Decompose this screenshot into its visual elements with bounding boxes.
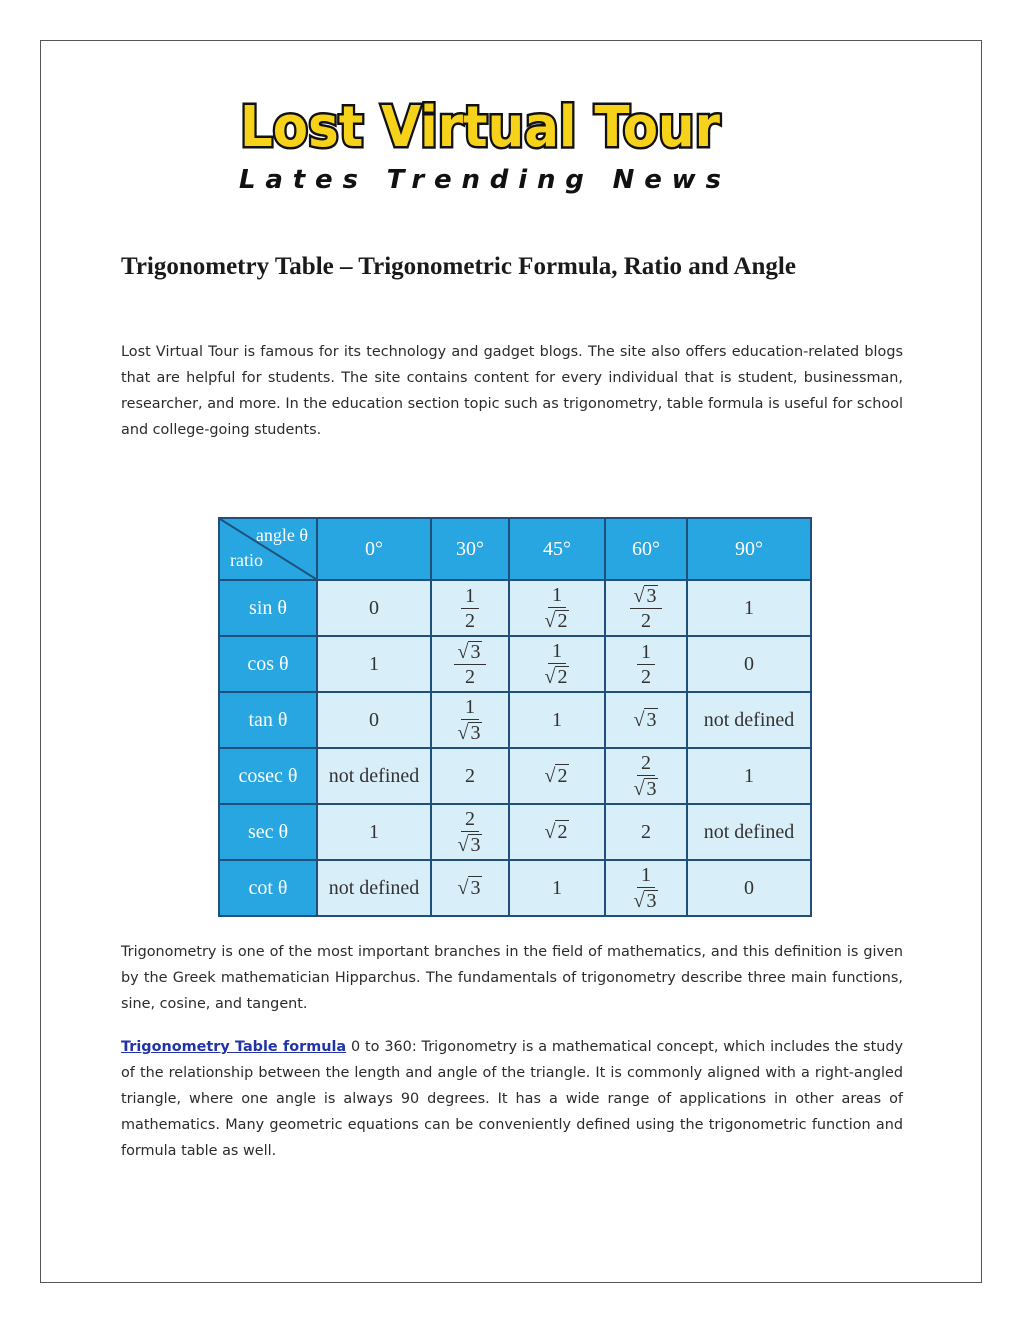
angle-header: 60° xyxy=(605,518,687,580)
ratio-label: tan θ xyxy=(219,692,317,748)
table-cell: 1 xyxy=(687,748,811,804)
body-paragraph-2: Trigonometry is one of the most important branches in the field of mathematics, and this definition is given by the Greek mathematician Hipparchus. The fundamentals of trigonometry describe three main functions, sine, cosine, and tangent. xyxy=(121,944,903,1012)
table-body xyxy=(219,580,811,916)
table-row xyxy=(219,580,811,636)
table-header-row xyxy=(219,518,811,580)
page-title: Trigonometry Table – Trigonometric Formula, Ratio and Angle xyxy=(121,253,796,280)
table-cell: 0 xyxy=(687,636,811,692)
table-cell: 1 xyxy=(687,580,811,636)
table-cell: 2 xyxy=(605,804,687,860)
table-cell: 1 xyxy=(317,804,431,860)
table-cell: 1 √ 2 xyxy=(509,580,605,636)
corner-angle-label: angle θ xyxy=(255,525,308,545)
table-cell: 1 xyxy=(317,636,431,692)
table-cell: 1 xyxy=(509,692,605,748)
ratio-label: cot θ xyxy=(219,860,317,916)
corner-ratio-label: ratio xyxy=(230,550,263,570)
table-cell: √ 3 2 xyxy=(431,636,509,692)
table-row xyxy=(219,804,811,860)
body-paragraph-3 xyxy=(121,1034,903,1164)
angle-header: 0° xyxy=(317,518,431,580)
ratio-label: cosec θ xyxy=(219,748,317,804)
table-cell: 0 xyxy=(687,860,811,916)
table-cell: √ 3 xyxy=(605,692,687,748)
table-cell: not defined xyxy=(687,804,811,860)
table-row xyxy=(219,860,811,916)
table-cell: not defined xyxy=(317,860,431,916)
table-cell: √ 3 xyxy=(431,860,509,916)
table-cell: 2 xyxy=(431,748,509,804)
angle-header: 30° xyxy=(431,518,509,580)
table-cell: 1 xyxy=(509,860,605,916)
table-cell: √ 3 2 xyxy=(605,580,687,636)
paragraph-3-text: 0 to 360: Trigonometry is a mathematical concept, which includes the study of the relationship between the length and angle of the triangle. It is commonly aligned with a right-angled triangle, where one angle is always 90 degrees. It has a wide range of applications in other areas of mathematics. Many geometric equations can be conveniently defined using the trigonometric function and formula table as well. xyxy=(121,1039,903,1159)
table-cell: 2 √ 3 xyxy=(605,748,687,804)
site-logo[interactable] xyxy=(236,88,724,200)
table-cell: 0 xyxy=(317,692,431,748)
table-cell: $\frac{1}{2}$ xyxy=(605,636,687,692)
table-cell: 1 √ 2 xyxy=(509,636,605,692)
table-row xyxy=(219,748,811,804)
angle-header: 45° xyxy=(509,518,605,580)
table-cell: √ 2 xyxy=(509,804,605,860)
table-cell: not defined xyxy=(687,692,811,748)
logo-line1: Lost Virtual Tour xyxy=(240,95,721,160)
table-cell: 0 xyxy=(317,580,431,636)
table-row xyxy=(219,636,811,692)
table-cell: 1 √ 3 xyxy=(605,860,687,916)
table-cell: √ 2 xyxy=(509,748,605,804)
table-corner-cell xyxy=(219,518,317,580)
trig-table xyxy=(218,517,812,917)
intro-paragraph: Lost Virtual Tour is famous for its technology and gadget blogs. The site also offers education-related blogs that are helpful for students. The site contains content for every individual that is student, businessman, researcher, and more. In the education section topic such as trigonometry, table formula is useful for school and college-going students. xyxy=(121,344,903,438)
ratio-label: sec θ xyxy=(219,804,317,860)
table-cell: $\frac{1}{2}$ xyxy=(431,580,509,636)
table-cell: 2 √ 3 xyxy=(431,804,509,860)
ratio-label: cos θ xyxy=(219,636,317,692)
table-row xyxy=(219,692,811,748)
trig-formula-link[interactable]: Trigonometry Table formula xyxy=(121,1039,347,1055)
ratio-label: sin θ xyxy=(219,580,317,636)
logo-graphic xyxy=(236,88,724,200)
logo-line2: Lates Trending News xyxy=(239,165,721,195)
table-cell: 1 √ 3 xyxy=(431,692,509,748)
table-cell: not defined xyxy=(317,748,431,804)
angle-header: 90° xyxy=(687,518,811,580)
